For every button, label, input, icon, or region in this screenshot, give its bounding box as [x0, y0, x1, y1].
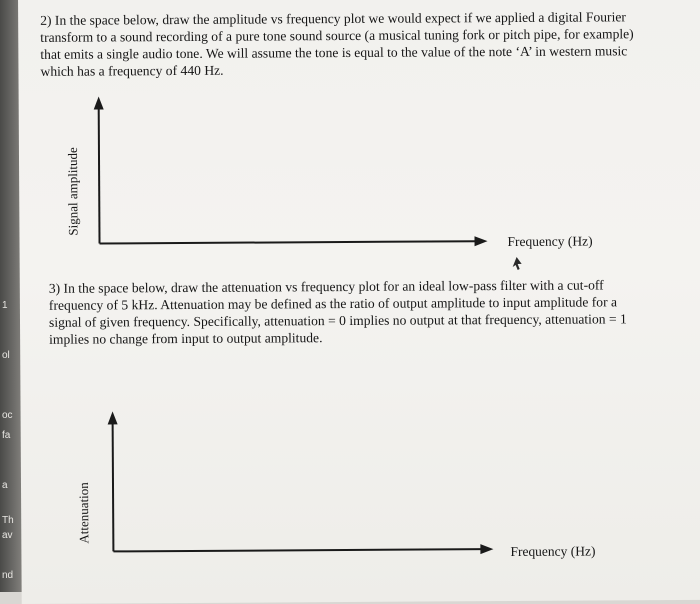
worksheet-page — [18, 0, 700, 604]
question-2-text: 2) In the space below, draw the amplitude vs frequency plot we would expect if we applied a digital Fourier transform to a sound recording of a pure tone sound source (a musical tuning fork or pitch pipe, for example) that emits a single audio tone. We will assume the tone is equal to the value of the note ‘A’ in western music which has a frequency of 440 Hz. — [40, 9, 634, 79]
question-3-text: 3) In the space below, draw the attenuation vs frequency plot for an ideal low-pass filter with a cut-off frequency of 5 kHz. Attenuation may be defined as the ratio of output amplitude to input amplitude for a signal of given frequency. Specifically, attenuation = 0 implies no output at that frequency, attenuation = 1 implies no change from input to output amplitude. — [48, 277, 627, 347]
plot-2-y-axis — [113, 421, 114, 551]
plot-1-y-label: Signal amplitude — [64, 147, 81, 236]
plot-2-x-axis — [113, 549, 483, 551]
plot-1-x-label: Frequency (Hz) — [507, 233, 593, 250]
plot-2-y-arrowhead — [108, 411, 118, 424]
plot-1-y-axis — [99, 107, 100, 244]
plot-1-y-arrowhead — [94, 96, 104, 109]
plot-1-x-arrowhead — [474, 236, 487, 246]
plot-2-y-label: Attenuation — [75, 482, 92, 544]
plot-2-x-label: Frequency (Hz) — [510, 543, 596, 560]
adjacent-page-edge: 1 ol oc fa a Th av nd — [0, 0, 26, 592]
plot-1-x-axis — [100, 241, 478, 243]
cursor-mark-icon — [513, 257, 522, 270]
plot-2-x-arrowhead — [480, 544, 493, 554]
